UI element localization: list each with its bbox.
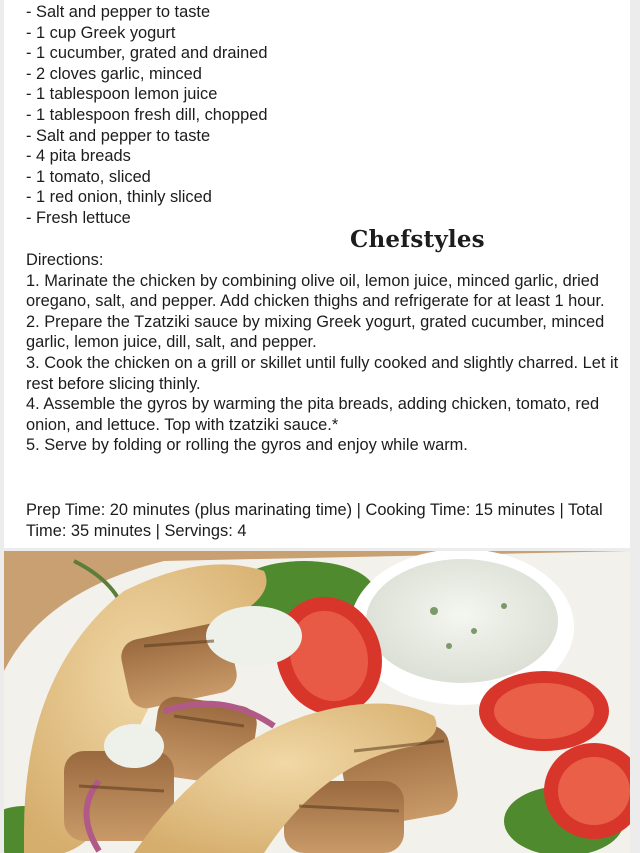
recipe-card [4,0,630,548]
gyros-photo [4,551,630,853]
direction-step: 5. Serve by folding or rolling the gyros and enjoy while warm. [26,436,468,455]
ingredient-item: - 2 cloves garlic, minced [26,64,202,83]
direction-step: 2. Prepare the Tzatziki sauce by mixing Greek yogurt, grated cucumber, minced garlic, lemon juice, dill, salt, and pepper. [26,312,605,352]
direction-step: 1. Marinate the chicken by combining olive oil, lemon juice, minced garlic, dried oregano, salt, and pepper. Add chicken thighs and refrigerate for at least 1 hour. [26,271,605,311]
ingredient-item: - 1 tablespoon fresh dill, chopped [26,105,268,124]
ingredient-item: - Salt and pepper to taste [26,126,211,145]
direction-step: 4. Assemble the gyros by warming the pita breads, adding chicken, tomato, red onion, and lettuce. Top with tzatziki sauce.* [26,395,600,434]
ingredient-item: - Salt and pepper to taste [26,3,211,21]
gyros-illustration [4,551,630,853]
ingredient-item: - 1 cup Greek yogurt [26,23,176,42]
ingredient-item: - 1 tomato, sliced [26,167,151,186]
brand-watermark: Chefstyles [350,226,485,253]
ingredient-item: - 1 tablespoon lemon juice [26,85,218,104]
direction-step: 3. Cook the chicken on a grill or skillet until fully cooked and slightly charred. Let it rest before slicing thinly. [26,353,619,393]
ingredient-list [26,2,267,229]
ingredient-item: - 1 red onion, thinly sliced [26,188,212,207]
directions-heading: Directions: [26,251,104,269]
ingredient-item: - Fresh lettuce [26,208,131,227]
recipe-times: Prep Time: 20 minutes (plus marinating time) | Cooking Time: 15 minutes | Total Time: 35 minutes | Servings: 4 [26,501,603,540]
ingredient-item: - 1 cucumber, grated and drained [26,44,268,63]
directions-section [26,250,626,456]
ingredient-item: - 4 pita breads [26,147,131,166]
